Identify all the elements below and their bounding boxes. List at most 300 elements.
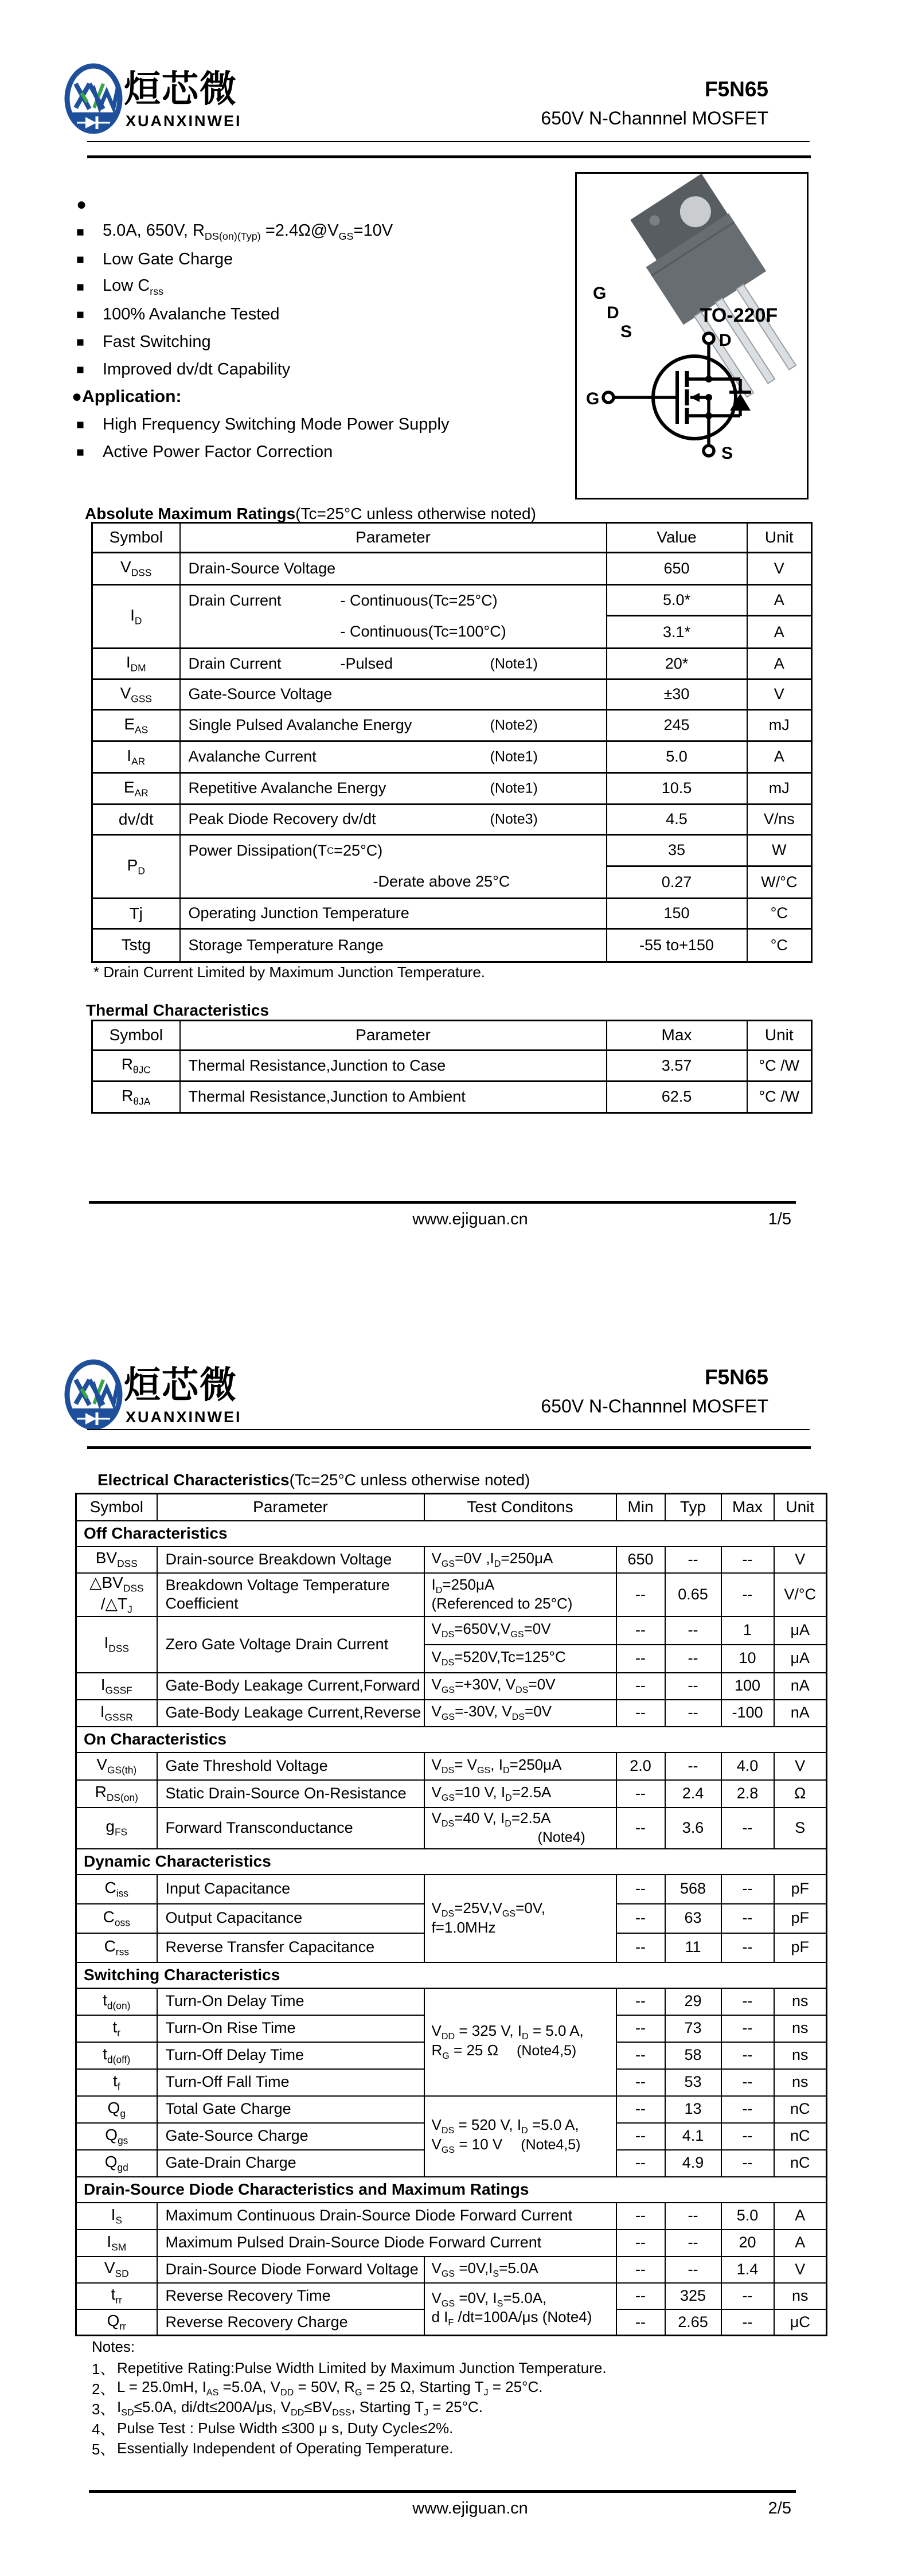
table-cell: V [774, 1753, 827, 1780]
column-header: Unit [747, 1021, 812, 1051]
list-item [76, 245, 569, 273]
square-bullet-icon: ■ [76, 361, 84, 377]
table-row [92, 929, 812, 962]
table-cell: $t_f$ [76, 2069, 157, 2096]
table-cell: Power Dissipation(T C =25°C) -Derate above 25°C [180, 835, 607, 899]
mosfet-symbol-icon [603, 333, 751, 456]
column-header: Max [721, 1494, 774, 1521]
table-cell: -- [616, 2203, 665, 2230]
item-text: Low $C_{rss}$ [103, 276, 164, 297]
table-cell: μC [774, 2309, 827, 2336]
table-cell: Reverse Recovery Time [157, 2283, 424, 2309]
square-bullet-icon: ■ [76, 251, 84, 267]
table-cell: -- [721, 1933, 774, 1962]
table-cell: -- [721, 2150, 774, 2177]
table-cell: μA [774, 1617, 827, 1645]
part-number: F5N65 [704, 1365, 768, 1389]
table-cell: Drain Current - Continuous(Tc=25°C) - Continuous(Tc=100°C) [180, 585, 607, 649]
table-cell: $BV_{DSS}$ [76, 1547, 157, 1573]
table-cell: pF [774, 1904, 827, 1933]
table-cell: ns [774, 2042, 827, 2069]
table-cell: $P_D$ [92, 835, 180, 899]
section-header: Drain-Source Diode Characteristics and Maximum Ratings [76, 2177, 827, 2203]
table-cell: nC [774, 2150, 827, 2177]
table-cell: -- [721, 2283, 774, 2309]
table-row [76, 1808, 827, 1849]
package-diagram-box [575, 172, 809, 499]
table-cell: nC [774, 2123, 827, 2150]
note-number: 4、 [92, 2421, 115, 2438]
square-bullet-icon: ■ [76, 416, 84, 432]
brand-name-chinese: 烜芯微 [124, 68, 237, 110]
table-cell: $V_{DS}=25V,V_{GS}=0V$, f=1.0MHz [424, 1875, 616, 1962]
column-header: Unit [747, 523, 812, 553]
table-cell: 245 [607, 710, 747, 741]
table-cell: -- [665, 2203, 721, 2230]
table-cell: $I_S$ [76, 2203, 157, 2230]
column-header: Value [607, 523, 747, 553]
table-cell: -- [616, 2069, 665, 2096]
package-photo [577, 174, 807, 498]
thermal-characteristics-table [91, 1020, 813, 1114]
section-row [76, 1962, 827, 1988]
table-cell: 5.0 [721, 2203, 774, 2230]
table-cell: $V_{DD} = 325$ V, $I_D = 5.0$ A, $R_G = 25$ Ω (Note4,5) [424, 1988, 616, 2096]
table-cell: $V_{DS}=650V,V_{GS}=0V$ [424, 1617, 616, 1645]
table-cell: 62.5 [607, 1082, 747, 1113]
table-cell: 63 [665, 1904, 721, 1933]
table-cell: Gate Threshold Voltage [157, 1753, 424, 1780]
table-cell: Turn-Off Delay Time [157, 2042, 424, 2069]
footer-website: www.ejiguan.cn [412, 1210, 528, 1228]
table-cell: 2.8 [721, 1780, 774, 1808]
ec-heading: Electrical Characteristics(Tc=25°C unless otherwise noted) [97, 1471, 530, 1489]
datasheet-page-2 [0, 1288, 910, 2576]
table-cell: $V_{DS}=520V,Tc=125^\circ C$ [424, 1645, 616, 1673]
table-cell: $Q_g$ [76, 2096, 157, 2123]
table-row [76, 1875, 827, 1904]
table-cell: $I_{DM}$ [92, 649, 180, 680]
table-cell: A [747, 649, 812, 680]
table-cell: Zero Gate Voltage Drain Current [157, 1617, 424, 1673]
table-cell: -- [721, 2042, 774, 2069]
table-cell: 4.0 [721, 1753, 774, 1780]
table-cell: V [747, 553, 812, 585]
table-cell: °C [747, 899, 812, 929]
applications-list [76, 411, 569, 466]
table-cell: Tstg [92, 929, 180, 962]
note-item [92, 2358, 607, 2378]
table-cell: 2.65 [665, 2309, 721, 2336]
table-cell: Avalanche Current (Note1) [180, 741, 607, 773]
table-cell: A [774, 2203, 827, 2230]
table-cell: Static Drain-Source On-Resistance [157, 1780, 424, 1808]
table-cell: -- [665, 1673, 721, 1700]
table-cell: -- [721, 1904, 774, 1933]
footer-page-number: 2/5 [768, 2499, 791, 2518]
amr-heading: Absolute Maximum Ratings(Tc=25°C unless otherwise noted) [85, 505, 536, 522]
header-rule-thin [87, 1429, 810, 1430]
table-cell: -- [616, 2257, 665, 2283]
table-cell: Ω [774, 1780, 827, 1808]
absolute-maximum-ratings-table [91, 522, 813, 963]
table-cell: 1 [721, 1617, 774, 1645]
table-cell: -- [721, 1808, 774, 1849]
note-number: 1、 [92, 2360, 115, 2378]
table-cell: A [747, 585, 812, 616]
brand-logo-icon [64, 63, 123, 134]
symbol-source-label: S [721, 444, 733, 463]
table-row [76, 2096, 827, 2123]
table-cell: A [747, 741, 812, 773]
table-cell: -- [665, 1753, 721, 1780]
table-cell: -- [616, 1875, 665, 1904]
table-cell: 650 [616, 1547, 665, 1573]
table-cell: -- [616, 1673, 665, 1700]
table-cell: Drain Current -Pulsed (Note1) [180, 649, 607, 680]
table-cell: -- [616, 1617, 665, 1645]
table-cell: 5.0 [607, 741, 747, 773]
table-cell: μA [774, 1645, 827, 1673]
column-header: Max [607, 1021, 747, 1051]
table-cell: 13 [665, 2096, 721, 2123]
table-row [92, 805, 812, 835]
table-cell: $V_{GSS}$ [92, 680, 180, 710]
title-block [367, 78, 768, 128]
footer-rule [89, 1201, 796, 1204]
amr-footnote: * Drain Current Limited by Maximum Junction Temperature. [93, 963, 486, 981]
table-cell: $V_{DS}=40$ V, $I_D=2.5A$ (Note4) [424, 1808, 616, 1849]
table-row [76, 2283, 827, 2309]
item-text: Essentially Independent of Operating Temperature. [117, 2440, 454, 2457]
symbol-drain-label: D [719, 331, 732, 350]
table-cell: 5.0* [607, 585, 747, 616]
table-cell: V/ns [747, 805, 812, 835]
table-cell: 3.1* [607, 616, 747, 649]
table-cell: 58 [665, 2042, 721, 2069]
table-cell: 1.4 [721, 2257, 774, 2283]
table-cell: -- [616, 2042, 665, 2069]
table-cell: 4.5 [607, 805, 747, 835]
table-cell: $t_{d(on)}$ [76, 1988, 157, 2015]
list-item [76, 328, 569, 356]
section-row [76, 1727, 827, 1753]
table-cell: $V_{GS}=10$ V, $I_D=2.5A$ [424, 1780, 616, 1808]
table-cell: $I_D=250\mu A$ (Referenced to 25°C) [424, 1573, 616, 1617]
table-cell: -- [616, 2309, 665, 2336]
table-row [76, 1547, 827, 1573]
table-cell: -- [665, 1645, 721, 1673]
table-row [76, 1573, 827, 1617]
package-pin-label-g: G [593, 284, 607, 303]
table-cell: V [747, 680, 812, 710]
part-subtitle: 650V N-Channnel MOSFET [541, 1395, 768, 1416]
table-cell: $V_{GS}=0V$ $,I_D=250\mu A$ [424, 1547, 616, 1573]
table-cell: -100 [721, 1700, 774, 1727]
item-text: 5.0A, 650V, $R_{DS(on)(Typ)}$ $=2.4\Omega@V_{GS}=10V$ [103, 221, 393, 242]
table-cell: pF [774, 1875, 827, 1904]
table-cell: Tj [92, 899, 180, 929]
header-row [76, 1494, 827, 1521]
table-cell: Drain-source Breakdown Voltage [157, 1547, 424, 1573]
table-cell: -- [665, 2230, 721, 2257]
section-header: Switching Characteristics [76, 1962, 827, 1988]
section-row [76, 2177, 827, 2203]
table-cell: -- [721, 1988, 774, 2015]
table-cell: Thermal Resistance,Junction to Ambient [180, 1082, 607, 1113]
section-header: Off Characteristics [76, 1521, 827, 1547]
column-header: Symbol [76, 1494, 157, 1521]
header-row [92, 1021, 812, 1051]
table-cell: 11 [665, 1933, 721, 1962]
table-cell: $R_{\theta JC}$ [92, 1051, 180, 1082]
table-cell: 3.6 [665, 1808, 721, 1849]
table-row [76, 1753, 827, 1780]
table-cell: Breakdown Voltage Temperature Coefficient [157, 1573, 424, 1617]
electrical-characteristics-table [75, 1493, 827, 2336]
note-number: 3、 [92, 2401, 115, 2418]
package-pin-label-d: D [607, 303, 619, 322]
note-item [92, 2398, 607, 2418]
table-cell: -- [721, 2069, 774, 2096]
table-cell: Turn-On Delay Time [157, 1988, 424, 2015]
package-name: TO-220F [700, 305, 778, 326]
table-cell: -- [665, 1547, 721, 1573]
item-text: $I_{SD}\le 5.0A$, di/dt≤200A/μs, $V_{DD}\le BV_{DSS}$, Starting $T_J = 25^\circ C$. [117, 2398, 483, 2418]
application-heading: ●Application: [72, 387, 182, 406]
table-cell: 2.0 [616, 1753, 665, 1780]
table-cell: Reverse Transfer Capacitance [157, 1933, 424, 1962]
table-cell: -- [616, 1645, 665, 1673]
table-cell: $t_{d(off)}$ [76, 2042, 157, 2069]
table-cell: °C /W [747, 1051, 812, 1082]
table-cell: nA [774, 1700, 827, 1727]
column-header: Symbol [92, 1021, 180, 1051]
table-cell: $E_{AR}$ [92, 773, 180, 805]
table-cell: -- [616, 2096, 665, 2123]
list-item [76, 273, 569, 300]
table-cell: $I_{AR}$ [92, 741, 180, 773]
table-cell: pF [774, 1933, 827, 1962]
column-header: Parameter [157, 1494, 424, 1521]
table-row [92, 553, 812, 585]
table-cell: 325 [665, 2283, 721, 2309]
table-cell: Thermal Resistance,Junction to Case [180, 1051, 607, 1082]
table-cell: $V_{GS}=+30V$, $V_{DS}=0V$ [424, 1673, 616, 1700]
table-cell: -- [616, 2230, 665, 2257]
table-cell: 2.4 [665, 1780, 721, 1808]
table-cell: Maximum Continuous Drain-Source Diode Forward Current [157, 2203, 616, 2230]
table-cell: Gate-Source Voltage [180, 680, 607, 710]
note-number: 2、 [92, 2380, 115, 2398]
table-row [92, 741, 812, 773]
table-cell: nA [774, 1673, 827, 1700]
symbol-gate-label: G [586, 389, 600, 408]
table-cell: $C_{iss}$ [76, 1875, 157, 1904]
table-cell: 0.27 [607, 866, 747, 898]
table-cell: $V_{GS} =0V$, $I_S=5.0A$, d $I_F$ /dt=100A/μs (Note4) [424, 2283, 616, 2336]
table-cell: 0.65 [665, 1573, 721, 1617]
brand-logo-icon [64, 1359, 123, 1430]
item-text: Improved dv/dt Capability [103, 360, 291, 378]
column-header: Parameter [180, 523, 607, 553]
table-cell: 650 [607, 553, 747, 585]
table-cell: Forward Transconductance [157, 1808, 424, 1849]
package-pin-label-s: S [620, 322, 632, 341]
table-row [76, 2230, 827, 2257]
item-text: L = 25.0mH, $I_{AS} =5.0A$, $V_{DD} = 50V$, $R_G = 25$ Ω, Starting $T_J = 25^\circ C$. [117, 2378, 543, 2398]
table-cell: $R_{\theta JA}$ [92, 1082, 180, 1113]
table-cell: -- [721, 2015, 774, 2042]
section-row [76, 1849, 827, 1875]
section-row [76, 1521, 827, 1547]
table-cell: -- [665, 2257, 721, 2283]
square-bullet-icon: ■ [76, 334, 84, 349]
table-cell: Drain-Source Diode Forward Voltage [157, 2257, 424, 2283]
table-cell: -- [616, 2283, 665, 2309]
table-cell: -- [721, 2123, 774, 2150]
table-cell: ns [774, 2283, 827, 2309]
table-cell: W [747, 835, 812, 867]
section-header: Dynamic Characteristics [76, 1849, 827, 1875]
table-cell: -- [616, 1904, 665, 1933]
notes-list [92, 2358, 607, 2458]
table-cell: $V_{DS} = 520$ V, $I_D =5.0$ A, $V_{GS} = 10$ V (Note4,5) [424, 2096, 616, 2177]
table-cell: Storage Temperature Range [180, 929, 607, 962]
table-row [76, 1673, 827, 1700]
square-bullet-icon: ■ [76, 444, 84, 459]
table-cell: -55 to+150 [607, 929, 747, 962]
table-cell: 10.5 [607, 773, 747, 805]
table-cell: $I_D$ [92, 585, 180, 649]
table-cell: Maximum Pulsed Drain-Source Diode Forward Current [157, 2230, 616, 2257]
table-cell: $Q_{gd}$ [76, 2150, 157, 2177]
list-item [76, 300, 569, 328]
table-cell: $C_{oss}$ [76, 1904, 157, 1933]
table-cell: Total Gate Charge [157, 2096, 424, 2123]
table-cell: $\triangle BV_{DSS}$ $/\triangle T_J$ [76, 1573, 157, 1617]
features-list [76, 218, 569, 383]
note-item [92, 2438, 607, 2458]
table-cell: 73 [665, 2015, 721, 2042]
table-cell: -- [721, 1573, 774, 1617]
section-header: On Characteristics [76, 1727, 827, 1753]
list-item [76, 411, 569, 438]
table-cell: A [747, 616, 812, 649]
column-header: Symbol [92, 523, 180, 553]
table-cell: Gate-Source Charge [157, 2123, 424, 2150]
column-header: Min [616, 1494, 665, 1521]
table-cell: $Q_{gs}$ [76, 2123, 157, 2150]
table-cell: mJ [747, 710, 812, 741]
brand-name-english: XUANXINWEI [126, 112, 242, 130]
brand-name-english: XUANXINWEI [126, 1408, 242, 1426]
table-cell: -- [616, 1933, 665, 1962]
header-rule-thin [87, 141, 810, 142]
table-cell: -- [665, 1700, 721, 1727]
table-cell: mJ [747, 773, 812, 805]
table-row [92, 835, 812, 867]
list-item [76, 218, 569, 245]
footer-page-number: 1/5 [768, 1210, 791, 1228]
title-block [367, 1366, 768, 1416]
table-cell: 100 [721, 1673, 774, 1700]
table-cell: 4.1 [665, 2123, 721, 2150]
brand-name-chinese: 烜芯微 [124, 1364, 237, 1406]
square-bullet-icon: ■ [76, 279, 84, 294]
table-cell: $I_{DSS}$ [76, 1617, 157, 1673]
table-cell: A [774, 2230, 827, 2257]
table-row [92, 1082, 812, 1113]
table-row [76, 1780, 827, 1808]
item-text: Fast Switching [103, 332, 211, 351]
column-header: Unit [774, 1494, 827, 1521]
table-cell: Turn-On Rise Time [157, 2015, 424, 2042]
notes-section [92, 2337, 607, 2458]
table-cell: $V_{GS(th)}$ [76, 1753, 157, 1780]
table-cell: Gate-Body Leakage Current,Forward [157, 1673, 424, 1700]
table-cell: 3.57 [607, 1051, 747, 1082]
table-cell: -- [616, 1573, 665, 1617]
table-cell: ns [774, 2069, 827, 2096]
item-text: Pulse Test : Pulse Width ≤300 μ s, Duty Cycle≤2%. [117, 2419, 454, 2437]
table-cell: ±30 [607, 680, 747, 710]
table-cell: Reverse Recovery Charge [157, 2309, 424, 2336]
table-cell: Input Capacitance [157, 1875, 424, 1904]
table-cell: °C /W [747, 1082, 812, 1113]
table-cell: -- [616, 1780, 665, 1808]
part-subtitle: 650V N-Channnel MOSFET [541, 107, 768, 128]
thermal-heading: Thermal Characteristics [86, 1001, 270, 1019]
table-cell: °C [747, 929, 812, 962]
table-row [92, 585, 812, 616]
item-text: Active Power Factor Correction [103, 442, 333, 461]
table-cell: $I_{GSSR}$ [76, 1700, 157, 1727]
table-cell: 20 [721, 2230, 774, 2257]
table-cell: -- [616, 2150, 665, 2177]
header-row [92, 523, 812, 553]
part-number: F5N65 [704, 77, 768, 101]
footer-website: www.ejiguan.cn [412, 2499, 528, 2518]
table-cell: -- [616, 1808, 665, 1849]
table-cell: -- [616, 2123, 665, 2150]
table-cell: V/°C [774, 1573, 827, 1617]
item-text: Repetitive Rating:Pulse Width Limited by Maximum Junction Temperature. [117, 2359, 607, 2376]
table-cell: $Q_{rr}$ [76, 2309, 157, 2336]
list-item [76, 438, 569, 466]
table-row [76, 1700, 827, 1727]
table-row [76, 2257, 827, 2283]
table-cell: 150 [607, 899, 747, 929]
table-cell: 53 [665, 2069, 721, 2096]
table-cell: $t_{rr}$ [76, 2283, 157, 2309]
item-text: High Frequency Switching Mode Power Supply [103, 415, 450, 434]
table-cell: Drain-Source Voltage [180, 553, 607, 585]
table-row [76, 1988, 827, 2015]
table-cell: 4.9 [665, 2150, 721, 2177]
table-row [92, 1051, 812, 1082]
table-row [92, 710, 812, 741]
square-bullet-icon: ■ [76, 224, 84, 239]
table-cell: -- [721, 2096, 774, 2123]
table-cell: Single Pulsed Avalanche Energy (Note2) [180, 710, 607, 741]
table-cell: V [774, 2257, 827, 2283]
table-row [76, 2203, 827, 2230]
column-header: Parameter [180, 1021, 607, 1051]
table-cell: $I_{SM}$ [76, 2230, 157, 2257]
table-row [92, 680, 812, 710]
table-cell: Gate-Body Leakage Current,Reverse [157, 1700, 424, 1727]
